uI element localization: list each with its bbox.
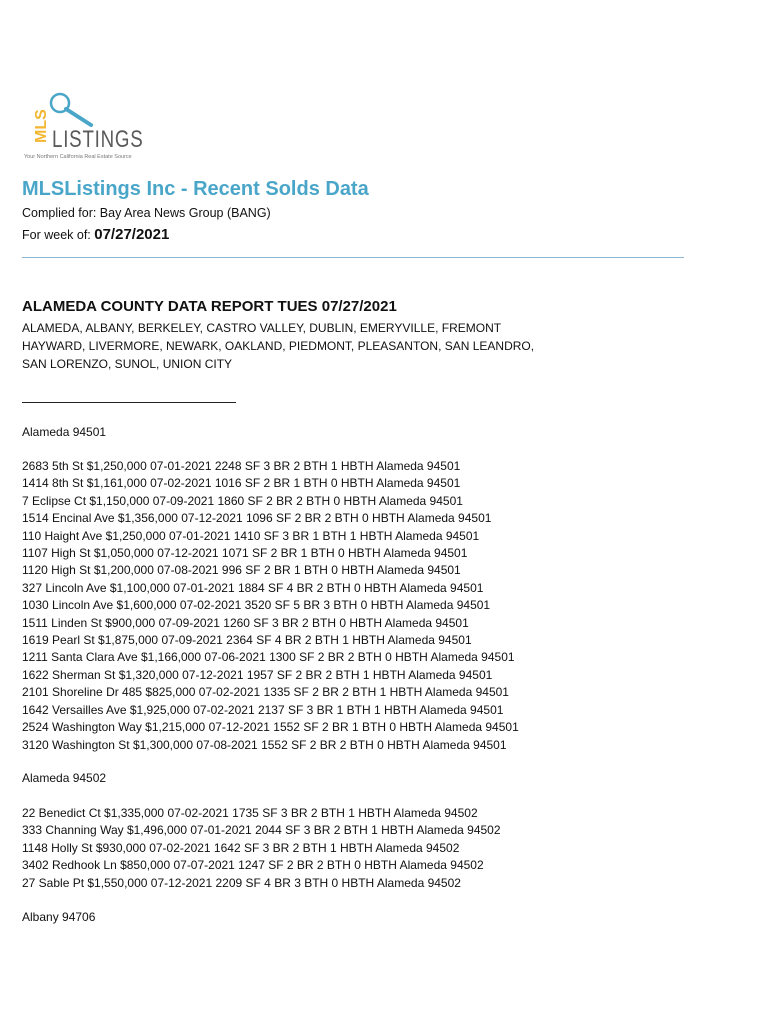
listing-row: 22 Benedict Ct $1,335,000 07-02-2021 1735 SF 3 BR 2 BTH 1 HBTH Alameda 94502 <box>22 806 478 820</box>
city-line: SAN LORENZO, SUNOL, UNION CITY <box>22 357 233 371</box>
listing-row: 1642 Versailles Ave $1,925,000 07-02-2021 2137 SF 3 BR 1 BTH 1 HBTH Alameda 94501 <box>22 702 504 717</box>
mls-logo <box>22 92 162 164</box>
page-title: MLSListings Inc - Recent Solds Data <box>22 178 369 200</box>
listing-row: 110 Haight Ave $1,250,000 07-01-2021 1410 SF 3 BR 1 BTH 1 HBTH Alameda 94501 <box>22 528 480 543</box>
week-date: 07/27/2021 <box>94 226 170 243</box>
listing-row: 1148 Holly St $930,000 07-02-2021 1642 SF 3 BR 2 BTH 1 HBTH Alameda 94502 <box>22 840 460 855</box>
listing-row: 1619 Pearl St $1,875,000 07-09-2021 2364 SF 4 BR 2 BTH 1 HBTH Alameda 94501 <box>22 633 472 648</box>
listing-row: 2524 Washington Way $1,215,000 07-12-2021 1552 SF 2 BR 1 BTH 0 HBTH Alameda 94501 <box>22 720 519 735</box>
compiled-for: Complied for: Bay Area News Group (BANG) <box>22 206 271 220</box>
listing-row: 7 Eclipse Ct $1,150,000 07-09-2021 1860 SF 2 BR 2 BTH 0 HBTH Alameda 94501 <box>22 493 463 508</box>
header-divider <box>22 257 684 258</box>
section-divider <box>22 402 236 403</box>
section-heading: Albany 94706 <box>22 910 96 924</box>
logo-tagline: Your Northern California Real Estate Source <box>24 154 132 160</box>
city-line: ALAMEDA, ALBANY, BERKELEY, CASTRO VALLEY, DUBLIN, EMERYVILLE, FREMONT <box>22 321 502 335</box>
section-heading: Alameda 94501 <box>22 425 107 439</box>
listing-row: 2101 Shoreline Dr 485 $825,000 07-02-2021 1335 SF 2 BR 2 BTH 1 HBTH Alameda 94501 <box>22 685 509 700</box>
city-line: HAYWARD, LIVERMORE, NEWARK, OAKLAND, PIEDMONT, PLEASANTON, SAN LEANDRO, <box>22 339 535 353</box>
listing-row: 3402 Redhook Ln $850,000 07-07-2021 1247 SF 2 BR 2 BTH 0 HBTH Alameda 94502 <box>22 858 484 873</box>
city-list <box>22 319 542 373</box>
listing-row: 1107 High St $1,050,000 07-12-2021 1071 SF 2 BR 1 BTH 0 HBTH Alameda 94501 <box>22 546 468 561</box>
report-title: ALAMEDA COUNTY DATA REPORT TUES 07/27/2021 <box>22 298 397 315</box>
listing-row: 1211 Santa Clara Ave $1,166,000 07-06-2021 1300 SF 2 BR 2 BTH 0 HBTH Alameda 94501 <box>22 650 515 665</box>
listing-block-94501 <box>22 458 519 754</box>
listing-row: 1622 Sherman St $1,320,000 07-12-2021 1957 SF 2 BR 2 BTH 1 HBTH Alameda 94501 <box>22 667 493 682</box>
listing-row: 27 Sable Pt $1,550,000 07-12-2021 2209 SF 4 BR 3 BTH 0 HBTH Alameda 94502 <box>22 875 461 890</box>
section-heading: Alameda 94502 <box>22 771 107 785</box>
listing-row: 1511 Linden St $900,000 07-09-2021 1260 SF 3 BR 2 BTH 0 HBTH Alameda 94501 <box>22 615 469 630</box>
listing-row: 333 Channing Way $1,496,000 07-01-2021 2044 SF 3 BR 2 BTH 1 HBTH Alameda 94502 <box>22 823 501 838</box>
listing-block-94502 <box>22 805 501 892</box>
week-of <box>22 226 169 243</box>
listing-row: 1414 8th St $1,161,000 07-02-2021 1016 SF 2 BR 1 BTH 0 HBTH Alameda 94501 <box>22 476 461 491</box>
week-label: For week of: <box>22 228 95 242</box>
listing-row: 1030 Lincoln Ave $1,600,000 07-02-2021 3520 SF 5 BR 3 BTH 0 HBTH Alameda 94501 <box>22 598 491 613</box>
logo-mark-text: MLS <box>33 109 50 143</box>
listing-row: 1120 High St $1,200,000 07-08-2021 996 SF 2 BR 1 BTH 0 HBTH Alameda 94501 <box>22 563 461 578</box>
listing-row: 2683 5th St $1,250,000 07-01-2021 2248 SF 3 BR 2 BTH 1 HBTH Alameda 94501 <box>22 459 461 473</box>
listing-row: 1514 Encinal Ave $1,356,000 07-12-2021 1096 SF 2 BR 2 BTH 0 HBTH Alameda 94501 <box>22 511 492 526</box>
listing-row: 3120 Washington St $1,300,000 07-08-2021 1552 SF 2 BR 2 BTH 0 HBTH Alameda 94501 <box>22 737 507 752</box>
listing-row: 327 Lincoln Ave $1,100,000 07-01-2021 1884 SF 4 BR 2 BTH 0 HBTH Alameda 94501 <box>22 580 484 595</box>
logo-wordmark: LISTINGS <box>52 126 144 153</box>
magnifier-icon <box>46 92 96 128</box>
